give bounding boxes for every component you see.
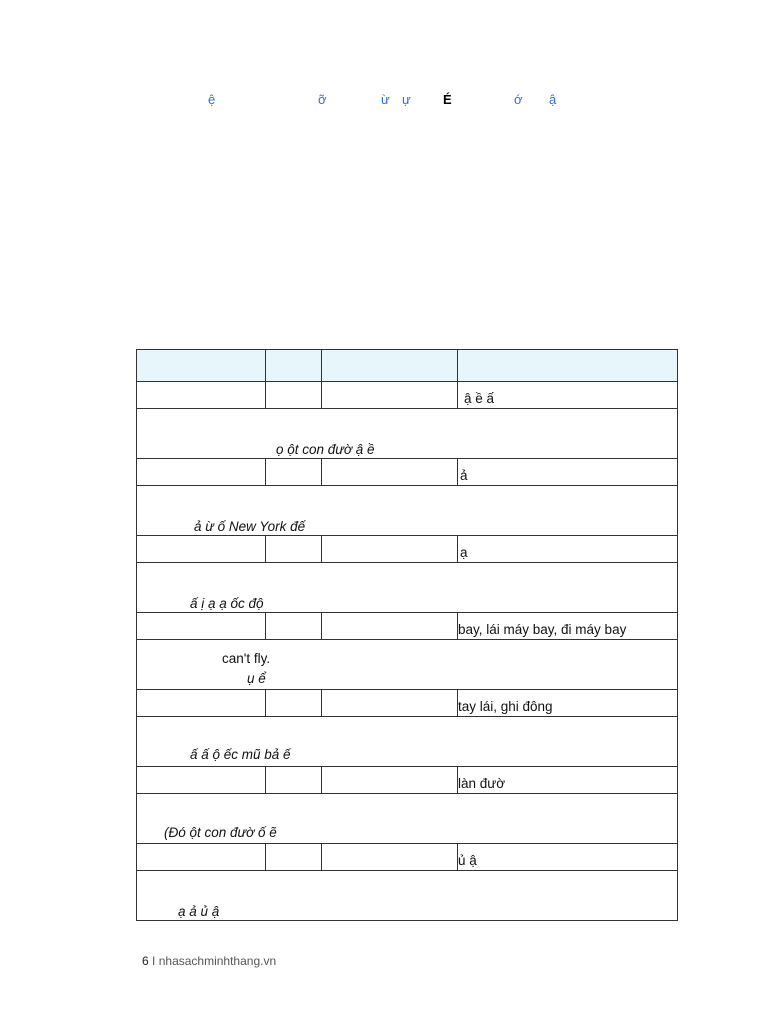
meaning-text: ậ ề ấ: [464, 391, 495, 406]
meaning-text: ạ: [460, 545, 468, 560]
meaning-cell: [458, 613, 678, 640]
meaning-cell: [458, 536, 678, 563]
header-cell: [458, 350, 678, 382]
example-row: [137, 486, 678, 536]
example-text: (Đó ột con đườ ố ẽ: [164, 825, 277, 840]
pron-cell: [322, 690, 458, 717]
meaning-cell: [458, 690, 678, 717]
header-cell: [266, 350, 322, 382]
header-fragment: ớ: [514, 92, 523, 107]
example-text: ạ ả ủ ậ: [178, 904, 220, 919]
type-cell: [266, 459, 322, 486]
example-text: can't fly.: [222, 651, 271, 666]
example-text: ụ ể: [247, 671, 266, 686]
meaning-text: làn đườ: [458, 776, 506, 791]
table-row: [137, 767, 678, 794]
table-row: [137, 536, 678, 563]
example-row: [137, 409, 678, 459]
example-row: [137, 717, 678, 767]
pron-cell: [322, 536, 458, 563]
example-text: ấ ị ạ ạ ốc độ: [190, 596, 264, 611]
header-fragment: ừ: [381, 92, 390, 107]
header-fragment: É: [443, 92, 452, 107]
header-fragment: ệ: [208, 92, 216, 107]
example-row: [137, 563, 678, 613]
example-cell: [137, 794, 678, 844]
table-header-row: [137, 350, 678, 382]
table-row: [137, 382, 678, 409]
meaning-cell: [458, 767, 678, 794]
pron-cell: [322, 382, 458, 409]
pron-cell: [322, 767, 458, 794]
type-cell: [266, 613, 322, 640]
header-cell: [322, 350, 458, 382]
type-cell: [266, 844, 322, 871]
table-row: [137, 844, 678, 871]
meaning-text: ả: [460, 468, 468, 483]
example-text: ọ ột con đườ ậ ề: [276, 442, 375, 457]
word-cell: [137, 382, 266, 409]
example-cell: [137, 563, 678, 613]
table-row: [137, 690, 678, 717]
example-cell: [137, 409, 678, 459]
example-cell: [137, 486, 678, 536]
example-text: ấ ấ ộ ếc mũ bả ế: [190, 747, 291, 762]
pron-cell: [322, 613, 458, 640]
meaning-text: ủ ậ: [458, 853, 477, 868]
example-text: ả ừ ố New York đế: [194, 519, 306, 534]
example-cell: [137, 717, 678, 767]
meaning-text: bay, lái máy bay, đi máy bay: [458, 622, 627, 637]
word-cell: [137, 844, 266, 871]
word-cell: [137, 613, 266, 640]
footer-separator: I: [152, 954, 156, 968]
example-cell: [137, 871, 678, 921]
page-number: 6: [142, 954, 149, 968]
meaning-cell: [458, 459, 678, 486]
pron-cell: [322, 459, 458, 486]
meaning-cell: [458, 382, 678, 409]
meaning-cell: [458, 844, 678, 871]
header-fragment: ậ: [549, 92, 557, 107]
word-cell: [137, 767, 266, 794]
example-row: [137, 794, 678, 844]
type-cell: [266, 382, 322, 409]
vocabulary-table: [136, 349, 678, 921]
word-cell: [137, 690, 266, 717]
header-cell: [137, 350, 266, 382]
footer-site: nhasachminhthang.vn: [158, 954, 277, 968]
meaning-text: tay lái, ghi đông: [458, 699, 553, 714]
table-row: [137, 459, 678, 486]
type-cell: [266, 690, 322, 717]
example-row: [137, 871, 678, 921]
table-row: [137, 613, 678, 640]
page-footer: [142, 954, 276, 968]
pron-cell: [322, 844, 458, 871]
header-fragment: ự: [402, 92, 411, 107]
example-cell: [137, 640, 678, 690]
word-cell: [137, 459, 266, 486]
example-row: [137, 640, 678, 690]
word-cell: [137, 536, 266, 563]
type-cell: [266, 536, 322, 563]
type-cell: [266, 767, 322, 794]
header-fragment: ỡ: [318, 92, 327, 107]
